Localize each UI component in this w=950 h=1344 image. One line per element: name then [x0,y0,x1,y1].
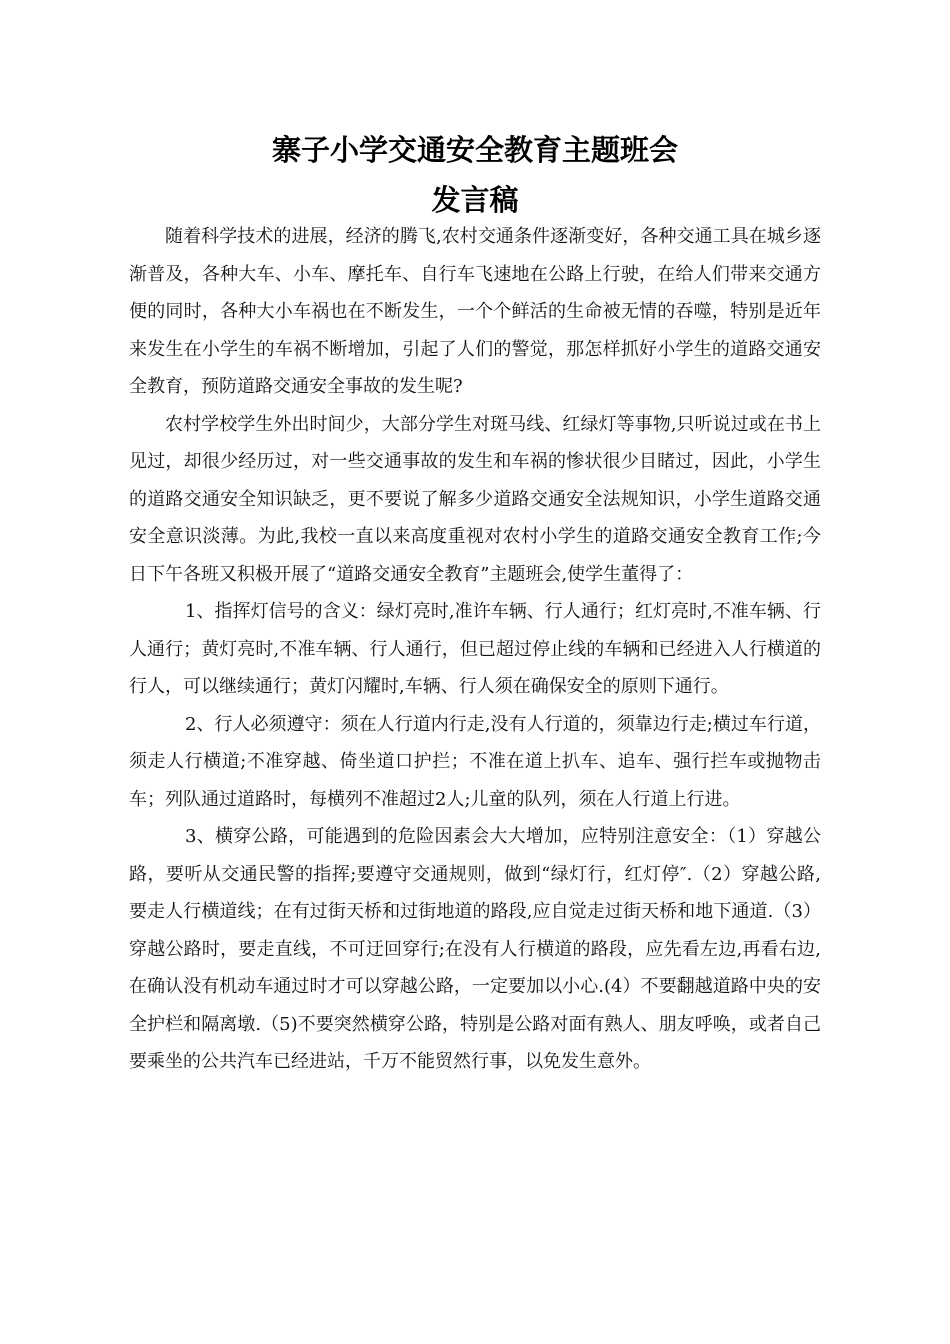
paragraph-item-crossing-road: 3、横穿公路，可能遇到的危险因素会大大增加，应特别注意安全：（1）穿越公路，要听从交通民警的指挥;要遵守交通规则，做到“绿灯行，红灯停″.（2）穿越公路,要走人行横道线；在有过街天桥和过街地道的路段,应自觉走过街天桥和地下通道.（3）穿越公路时，要走直线，不可迂回穿行;在没有人行横道的路段，应先看左边,再看右边,在确认没有机动车通过时才可以穿越公路，一定要加以小心.(4）不要翻越道路中央的安全护栏和隔离墩.（5)不要突然横穿公路，特别是公路对面有熟人、朋友呼唤，或者自己要乘坐的公共汽车已经进站，千万不能贸然行事，以免发生意外。 [129,826,821,1072]
paragraph-background: 农村学校学生外出时间少，大部分学生对斑马线、红绿灯等事物,只听说过或在书上见过，却很少经历过，对一些交通事故的发生和车祸的惨状很少目睹过，因此，小学生的道路交通安全知识缺乏，更不要说了解多少道路交通安全法规知识，小学生道路交通安全意识淡薄。为此,我校一直以来高度重视对农村小学生的道路交通安全教育工作;今日下午各班又积极开展了“道路交通安全教育”主题班会,使学生董得了： [129,413,821,585]
document-title: 寨子小学交通安全教育主题班会 [271,133,678,167]
document-body [129,218,821,1081]
paragraph-item-traffic-lights: 1、指挥灯信号的含义：绿灯亮时,准许车辆、行人通行；红灯亮时,不准车辆、行人通行；黄灯亮时,不准车辆、行人通行，但已超过停止线的车辆和已经进入人行横道的行人，可以继续通行；黄灯闪耀时,车辆、行人须在确保安全的原则下通行。 [129,601,821,697]
paragraph-intro: 随着科学技术的进展，经济的腾飞,农村交通条件逐渐变好，各种交通工具在城乡逐渐普及，各种大车、小车、摩托车、自行车飞速地在公路上行驶，在给人们带来交通方便的同时，各种大小车祸也在不断发生，一个个鲜活的生命被无情的吞噬，特别是近年来发生在小学生的车祸不断增加，引起了人们的警觉，那怎样抓好小学生的道路交通安全教育，预防道路交通安全事故的发生呢? [129,226,821,397]
paragraph-item-pedestrian-rules: 2、行人必须遵守：须在人行道内行走,没有人行道的，须靠边行走;横过车行道，须走人行横道;不准穿越、倚坐道口护拦；不准在道上扒车、追车、强行拦车或抛物击车；列队通过道路时，每横列不准超过2人;儿童的队列，须在人行道上行进。 [129,713,821,810]
document-subtitle: 发言稿 [431,183,519,217]
